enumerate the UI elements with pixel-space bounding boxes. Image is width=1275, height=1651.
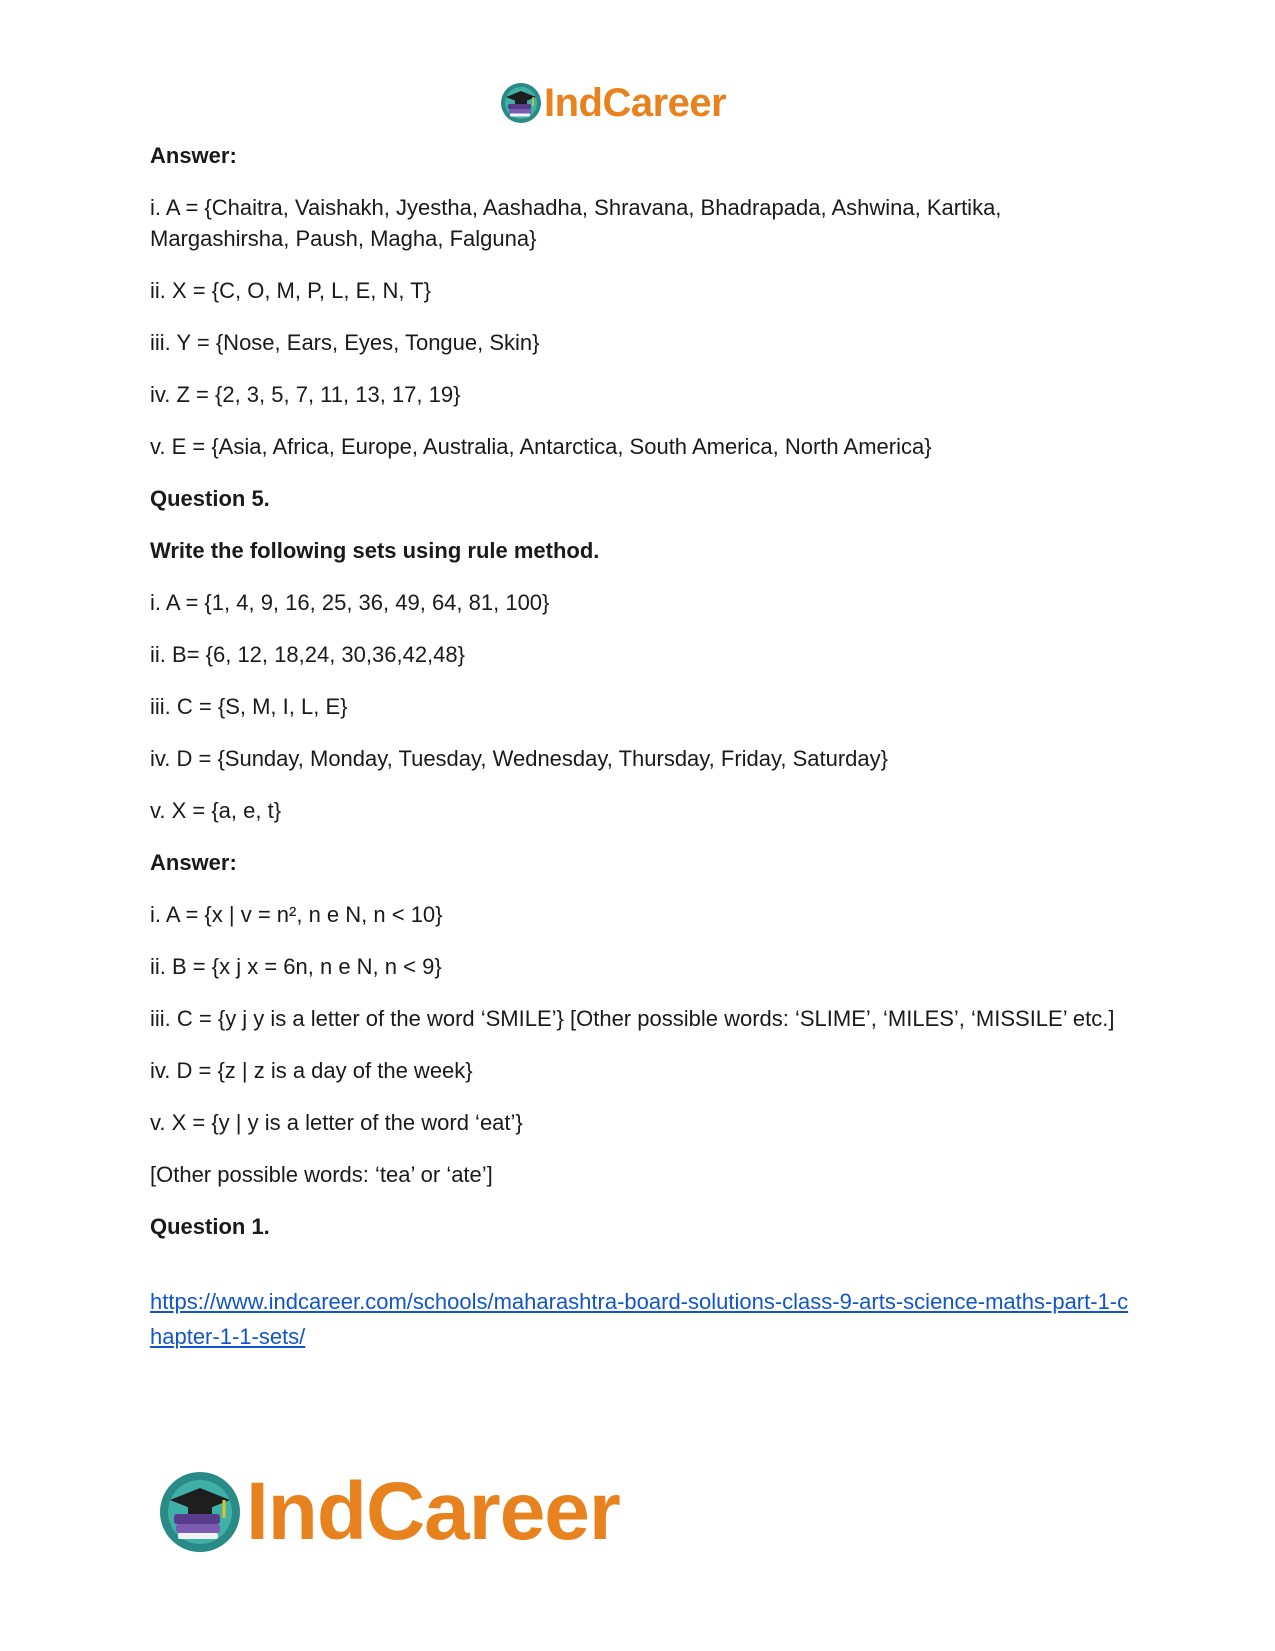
logo-wordmark: IndCareer (544, 81, 727, 125)
question-item: ii. B= {6, 12, 18,24, 30,36,42,48} (150, 642, 465, 667)
answer-item: iii. Y = {Nose, Ears, Eyes, Tongue, Skin} (150, 330, 540, 355)
answer-heading: Answer: (150, 850, 237, 875)
answer-item: iv. Z = {2, 3, 5, 7, 11, 13, 17, 19} (150, 382, 461, 407)
source-link[interactable]: https://www.indcareer.com/schools/maharashtra-board-solutions-class-9-arts-science-maths-part-1-chapter-1-1-sets/ (150, 1289, 1129, 1349)
answer-item: i. A = {Chaitra, Vaishakh, Jyestha, Aashadha, Shravana, Bhadrapada, Ashwina, Kartika, Margashirsha, Paush, Magha, Falguna} (150, 195, 1002, 251)
answer-item: iv. D = {z | z is a day of the week} (150, 1058, 473, 1083)
header-logo (500, 78, 726, 128)
logo-wordmark: IndCareer (246, 1466, 620, 1557)
graduation-cap-book-icon (500, 82, 542, 124)
answer-item: v. E = {Asia, Africa, Europe, Australia, Antarctica, South America, North America} (150, 434, 932, 459)
answer-item: iii. C = {y j y is a letter of the word ‘SMILE’} [Other possible words: ‘SLIME’, ‘MILES’, ‘MISSILE’ etc.] (150, 1006, 1115, 1031)
answer-item: v. X = {y | y is a letter of the word ‘eat’} (150, 1110, 523, 1135)
question-item: i. A = {1, 4, 9, 16, 25, 36, 49, 64, 81, 100} (150, 590, 550, 615)
answer-item: ii. X = {C, O, M, P, L, E, N, T} (150, 278, 432, 303)
question-item: iii. C = {S, M, I, L, E} (150, 694, 348, 719)
question-prompt: Write the following sets using rule method. (150, 538, 600, 563)
footer-logo (158, 1462, 620, 1562)
answer-item: i. A = {x | v = n², n e N, n < 10} (150, 902, 443, 927)
question-item: iv. D = {Sunday, Monday, Tuesday, Wednesday, Thursday, Friday, Saturday} (150, 746, 888, 771)
question-item: v. X = {a, e, t} (150, 798, 282, 823)
answer-heading: Answer: (150, 143, 237, 168)
answer-item: ii. B = {x j x = 6n, n e N, n < 9} (150, 954, 442, 979)
graduation-cap-book-icon (158, 1470, 242, 1554)
question-title: Question 5. (150, 486, 270, 511)
question-title: Question 1. (150, 1214, 270, 1239)
answer-item: [Other possible words: ‘tea’ or ‘ate’] (150, 1162, 493, 1187)
document-body (150, 140, 1140, 1354)
